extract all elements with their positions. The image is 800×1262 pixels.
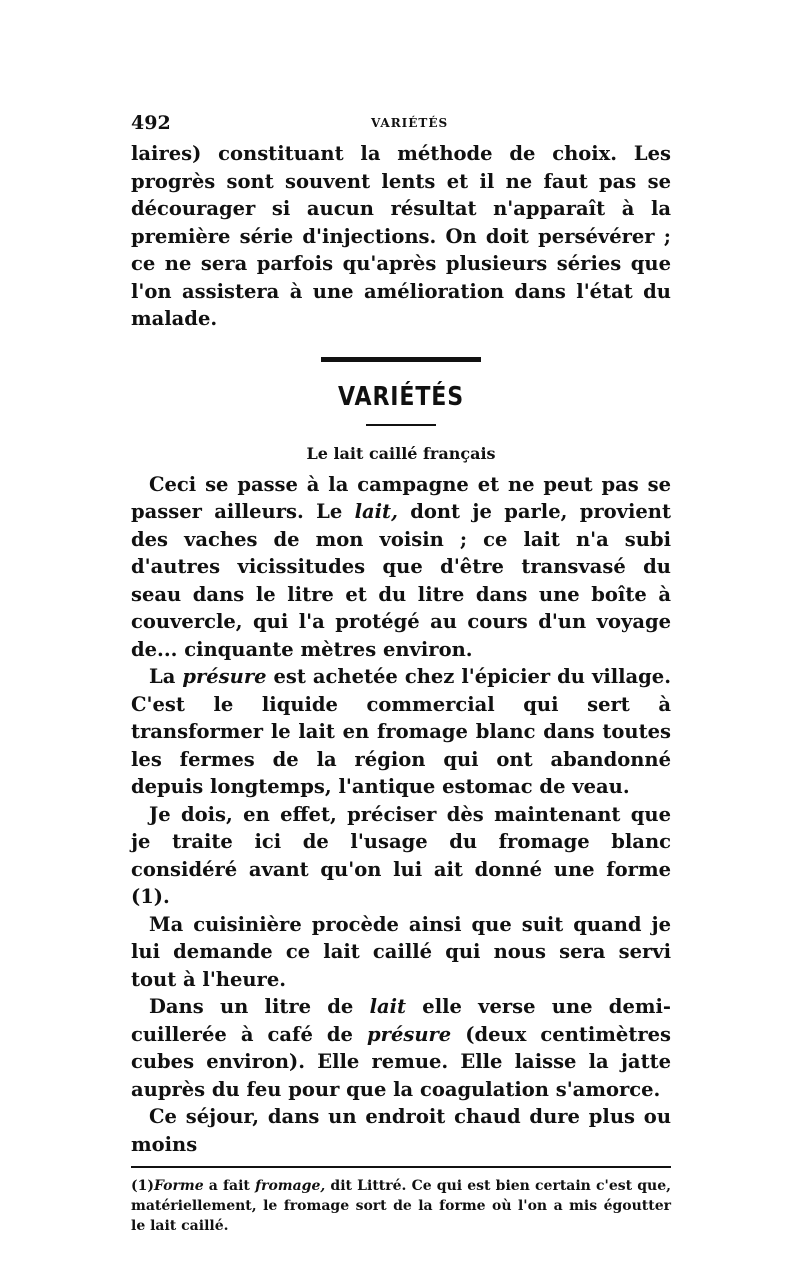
title-rule — [366, 424, 436, 426]
footnote: (1)Forme a fait fromage, dit Littré. Ce qui est bien certain c'est que, matériellement, le fromage sort de la forme où l'on a mis égoutter le lait caillé. — [131, 1178, 672, 1234]
footnote-marker: (1) — [131, 1178, 154, 1194]
paragraph-5: Dans un litre de lait elle verse une demi-cuillerée à café de présure (deux centimètres cubes environ). Elle remue. Elle laisse la jatte auprès du feu pour que la coagulation s'amorce. — [131, 995, 671, 1101]
paragraph-4: Ma cuisinière procède ainsi que suit quand je lui demande ce lait caillé qui nous sera servi tout à l'heure. — [131, 912, 671, 991]
paragraph-2: La présure est achetée chez l'épicier du village. C'est le liquide commercial qui sert à transformer le lait en fromage blanc dans toutes les fermes de la région qui ont abandonné depuis longtemps, l'antique estomac de veau. — [131, 665, 672, 798]
paragraph-1: Ceci se passe à la campagne et ne peut pas se passer ailleurs. Le lait, dont je parle, provient des vaches de mon voisin ; ce lait n'a subi d'autres vicissitudes que d'être transvasé du seau dans le litre et du litre dans une boîte à couvercle, qui l'a protégé au cours d'un voyage de... cinquante mètres environ. — [131, 472, 671, 661]
section-title: VARIÉTÉS — [338, 381, 464, 412]
footnote-rule — [131, 1166, 671, 1168]
running-title: VARIÉTÉS — [371, 116, 449, 130]
continuation-paragraph: laires) constituant la méthode de choix. Les progrès sont souvent lents et il ne faut pas se décourager si aucun résultat n'apparaît à la première série d'injections. On doit persévérer ; ce ne sera parfois qu'après plusieurs séries que l'on assistera à une amélioration dans l'état du malade. — [131, 142, 671, 330]
book-page — [131, 112, 671, 1236]
running-head — [131, 112, 671, 140]
article-title: Le lait caillé français — [306, 443, 496, 463]
paragraph-6: Ce séjour, dans un endroit chaud dure plus ou moins — [131, 1105, 671, 1156]
paragraph-3: Je dois, en effet, préciser dès maintenant que je traite ici de l'usage du fromage blanc considéré avant qu'on lui ait donné une forme (1). — [131, 802, 671, 908]
page-number: 492 — [131, 112, 171, 134]
ornamental-rule — [321, 357, 481, 362]
